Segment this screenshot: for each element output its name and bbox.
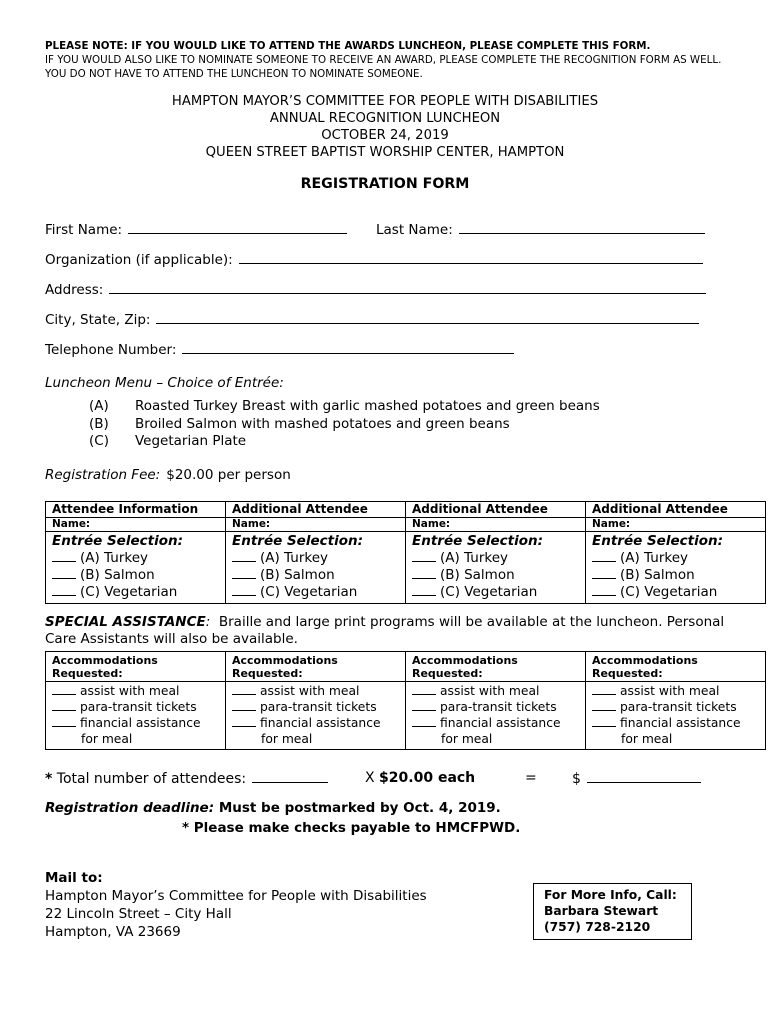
accommodations-header-line: Requested: (52, 667, 123, 680)
accommodations-header-line: Requested: (412, 667, 483, 680)
entree-option[interactable] (232, 584, 401, 601)
total-amount-field[interactable] (572, 770, 701, 787)
accommodations-header (406, 652, 586, 682)
table-row (46, 682, 766, 750)
attendee-header: Additional Attendee (406, 502, 586, 518)
entree-option-label: (B) Salmon (260, 567, 335, 583)
entree-option[interactable] (412, 550, 581, 567)
mail-line: 22 Lincoln Street – City Hall (45, 906, 232, 922)
total-attendees-field[interactable] (45, 770, 328, 787)
total-star: * (45, 771, 53, 787)
entree-cell (406, 532, 586, 604)
multiplier-value: $20.00 each (379, 770, 476, 786)
entree-cell (46, 532, 226, 604)
check-blank[interactable] (592, 715, 616, 727)
check-blank[interactable] (52, 584, 76, 596)
check-blank[interactable] (412, 699, 436, 711)
entree-option[interactable] (232, 550, 401, 567)
accommodation-option[interactable] (232, 699, 401, 715)
entree-label: Entrée Selection: (52, 533, 183, 549)
contact-info-box (533, 883, 692, 940)
address-field[interactable] (45, 281, 706, 298)
entree-cell (226, 532, 406, 604)
first-name-label: First Name: (45, 222, 123, 238)
accommodations-cell (406, 682, 586, 750)
first-name-field[interactable] (45, 221, 347, 238)
address-line[interactable] (109, 281, 706, 294)
accommodations-header-line: Requested: (232, 667, 303, 680)
attendee-name-cell[interactable]: Name: (586, 518, 766, 532)
special-assistance (45, 614, 735, 648)
accommodation-option[interactable] (52, 699, 221, 715)
menu-text: Broiled Salmon with mashed potatoes and green beans (135, 415, 510, 432)
accommodation-option-cont: for meal (621, 732, 673, 746)
menu-item (89, 398, 600, 416)
entree-option-label: (B) Salmon (620, 567, 695, 583)
entree-label: Entrée Selection: (232, 533, 363, 549)
equals-sign: = (525, 770, 537, 786)
accommodations-header-line: Accommodations (412, 654, 518, 667)
accommodations-header-line: Requested: (592, 667, 663, 680)
accommodation-option-cont: for meal (261, 732, 313, 746)
check-blank[interactable] (592, 699, 616, 711)
info-phone: (757) 728-2120 (544, 920, 651, 934)
accommodation-option-label: financial assistance (80, 716, 201, 730)
accommodations-cell (586, 682, 766, 750)
accommodation-option-label: para-transit tickets (260, 700, 377, 714)
attendee-name-cell[interactable]: Name: (46, 518, 226, 532)
table-row (46, 652, 766, 682)
attendee-header: Additional Attendee (226, 502, 406, 518)
mail-line: Hampton Mayor’s Committee for People with Disabilities (45, 888, 427, 904)
fee-value: $20.00 per person (166, 467, 291, 483)
accommodation-option[interactable] (52, 715, 221, 731)
menu-letter: (A) (89, 398, 109, 414)
check-blank[interactable] (412, 584, 436, 596)
check-blank[interactable] (52, 699, 76, 711)
accommodation-option[interactable] (592, 715, 761, 731)
menu-text: Roasted Turkey Breast with garlic mashed potatoes and green beans (135, 398, 600, 414)
event-header (0, 93, 770, 161)
check-blank[interactable] (232, 550, 256, 562)
entree-option[interactable] (52, 567, 221, 584)
check-blank[interactable] (412, 550, 436, 562)
attendee-header: Additional Attendee (586, 502, 766, 518)
entree-option-label: (A) Turkey (440, 550, 508, 566)
check-blank[interactable] (232, 683, 256, 695)
accommodations-cell (46, 682, 226, 750)
check-blank[interactable] (412, 715, 436, 727)
menu-list (89, 398, 600, 451)
special-label: SPECIAL ASSISTANCE (45, 614, 206, 630)
registration-fee (45, 467, 291, 483)
check-blank[interactable] (412, 683, 436, 695)
deadline-text: Must be postmarked by Oct. 4, 2019. (218, 800, 501, 816)
accommodations-header (226, 652, 406, 682)
accommodation-option-cont: for meal (441, 732, 493, 746)
special-colon: : (205, 614, 211, 630)
total-attendees-line[interactable] (252, 770, 328, 783)
form-title: REGISTRATION FORM (300, 176, 470, 192)
notice-bold: PLEASE NOTE: IF YOU WOULD LIKE TO ATTEND THE AWARDS LUNCHEON, PLEASE COMPLETE THIS FORM. (45, 40, 651, 52)
organization-line[interactable] (239, 251, 703, 264)
accommodations-header-line: Accommodations (592, 654, 698, 667)
accommodation-option-label: financial assistance (620, 716, 741, 730)
accommodation-option[interactable] (232, 715, 401, 731)
entree-option[interactable] (592, 550, 761, 567)
entree-option[interactable] (592, 567, 761, 584)
telephone-label: Telephone Number: (45, 342, 177, 358)
accommodation-option-label: assist with meal (260, 684, 360, 698)
entree-option[interactable] (52, 550, 221, 567)
entree-option-label: (C) Vegetarian (260, 584, 358, 600)
menu-letter: (B) (89, 415, 109, 432)
fee-label: Registration Fee: (45, 467, 161, 483)
check-blank[interactable] (412, 567, 436, 579)
event-location: QUEEN STREET BAPTIST WORSHIP CENTER, HAMPTON (205, 145, 565, 160)
event-committee: HAMPTON MAYOR’S COMMITTEE FOR PEOPLE WITH DISABILITIES (171, 94, 599, 109)
checks-payable: * Please make checks payable to HMCFPWD. (182, 820, 521, 836)
menu-item (89, 433, 600, 451)
last-name-label: Last Name: (376, 222, 453, 238)
accommodation-option[interactable] (52, 683, 221, 699)
event-name: ANNUAL RECOGNITION LUNCHEON (269, 111, 501, 126)
accommodation-option[interactable] (232, 683, 401, 699)
attendee-name-cell[interactable]: Name: (406, 518, 586, 532)
organization-label: Organization (if applicable): (45, 252, 233, 268)
total-label: Total number of attendees: (56, 771, 247, 787)
check-blank[interactable] (52, 683, 76, 695)
entree-option-label: (C) Vegetarian (80, 584, 178, 600)
accommodations-table (45, 651, 766, 750)
accommodation-option-label: para-transit tickets (80, 700, 197, 714)
info-title: For More Info, Call: (544, 888, 677, 902)
accommodation-option[interactable] (412, 683, 581, 699)
last-name-field[interactable] (376, 221, 705, 238)
menu-item (89, 416, 600, 434)
last-name-line[interactable] (459, 221, 705, 234)
total-amount-line[interactable] (587, 770, 701, 783)
mail-line: Hampton, VA 23669 (45, 924, 181, 940)
check-blank[interactable] (232, 699, 256, 711)
accommodation-option-label: para-transit tickets (440, 700, 557, 714)
city-state-zip-label: City, State, Zip: (45, 312, 151, 328)
entree-option-label: (B) Salmon (80, 567, 155, 583)
dollar-sign: $ (572, 771, 581, 787)
menu-letter: (C) (89, 433, 109, 449)
multiplier-x: X (365, 770, 375, 786)
accommodations-header (586, 652, 766, 682)
entree-option[interactable] (52, 584, 221, 601)
check-blank[interactable] (52, 715, 76, 727)
attendee-name-cell[interactable]: Name: (226, 518, 406, 532)
city-state-zip-line[interactable] (156, 311, 699, 324)
entree-cell (586, 532, 766, 604)
first-name-line[interactable] (128, 221, 347, 234)
check-blank[interactable] (592, 584, 616, 596)
telephone-field[interactable] (45, 341, 514, 358)
price-multiplier (365, 770, 475, 786)
accommodation-option-label: assist with meal (440, 684, 540, 698)
entree-option[interactable] (412, 567, 581, 584)
organization-field[interactable] (45, 251, 703, 268)
table-row (46, 518, 766, 532)
table-row (46, 532, 766, 604)
check-blank[interactable] (52, 567, 76, 579)
entree-option-label: (C) Vegetarian (620, 584, 718, 600)
check-blank[interactable] (52, 550, 76, 562)
entree-option-label: (B) Salmon (440, 567, 515, 583)
check-blank[interactable] (592, 567, 616, 579)
event-date: OCTOBER 24, 2019 (321, 128, 449, 143)
mail-to (45, 869, 427, 941)
accommodation-option-label: assist with meal (620, 684, 720, 698)
check-blank[interactable] (232, 584, 256, 596)
accommodations-header (46, 652, 226, 682)
attendee-table (45, 501, 766, 604)
entree-option-label: (A) Turkey (620, 550, 688, 566)
mail-label: Mail to: (45, 870, 103, 886)
check-blank[interactable] (592, 550, 616, 562)
check-blank[interactable] (592, 683, 616, 695)
special-text: Braille and large print programs will be available at the luncheon. Personal Care Assistants will also be available. (45, 614, 725, 647)
accommodation-option[interactable] (592, 699, 761, 715)
registration-deadline (45, 800, 501, 816)
entree-option[interactable] (232, 567, 401, 584)
attendee-header: Attendee Information (46, 502, 226, 518)
accommodation-option[interactable] (412, 699, 581, 715)
telephone-line[interactable] (182, 341, 514, 354)
notice-text: IF YOU WOULD ALSO LIKE TO NOMINATE SOMEONE TO RECEIVE AN AWARD, PLEASE COMPLETE THE RECOGNITION FORM AS WELL. YOU DO NOT HAVE TO ATTEND THE LUNCHEON TO NOMINATE SOMEONE. (45, 54, 722, 80)
accommodations-cell (226, 682, 406, 750)
entree-label: Entrée Selection: (592, 533, 723, 549)
accommodation-option-label: para-transit tickets (620, 700, 737, 714)
menu-text: Vegetarian Plate (135, 433, 247, 449)
accommodation-option-label: financial assistance (260, 716, 381, 730)
entree-option[interactable] (592, 584, 761, 601)
address-label: Address: (45, 282, 104, 298)
entree-label: Entrée Selection: (412, 533, 543, 549)
check-blank[interactable] (232, 567, 256, 579)
accommodation-option-label: financial assistance (440, 716, 561, 730)
city-state-zip-field[interactable] (45, 311, 699, 328)
deadline-label: Registration deadline: (45, 800, 215, 816)
accommodations-header-line: Accommodations (232, 654, 338, 667)
entree-option-label: (C) Vegetarian (440, 584, 538, 600)
accommodation-option-cont: for meal (81, 732, 133, 746)
entree-option-label: (A) Turkey (260, 550, 328, 566)
accommodation-option[interactable] (592, 683, 761, 699)
table-row (46, 502, 766, 518)
check-blank[interactable] (232, 715, 256, 727)
entree-option-label: (A) Turkey (80, 550, 148, 566)
entree-option[interactable] (412, 584, 581, 601)
accommodation-option-label: assist with meal (80, 684, 180, 698)
info-contact-name: Barbara Stewart (544, 904, 659, 918)
accommodations-header-line: Accommodations (52, 654, 158, 667)
accommodation-option[interactable] (412, 715, 581, 731)
menu-title: Luncheon Menu – Choice of Entrée: (45, 375, 284, 391)
notice (45, 39, 735, 81)
